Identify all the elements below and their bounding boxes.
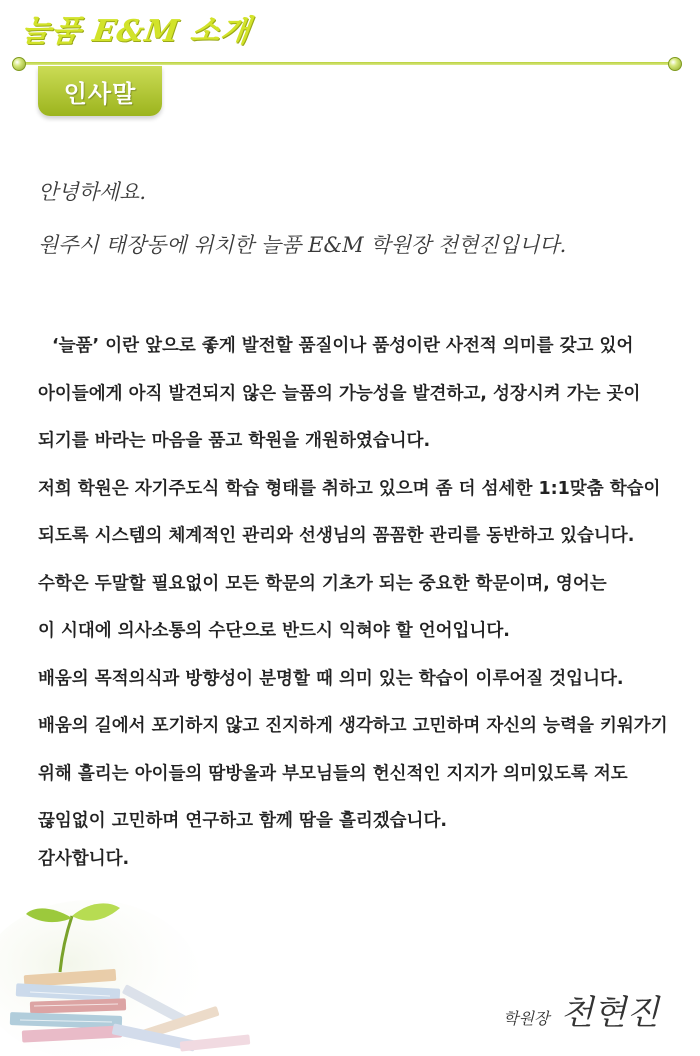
header-divider [16,62,676,65]
introduction-text: 원주시 태장동에 위치한 늘품 E&M 학원장 천현진입니다. [38,233,567,257]
body-line: 끊임없이 고민하며 연구하고 함께 땀을 흘리겠습니다. [38,811,448,831]
greeting-body [38,331,678,891]
section-tab [38,66,162,116]
body-line: 배움의 목적의식과 방향성이 분명할 때 의미 있는 학습이 이루어질 것입니다. [38,668,624,689]
greeting-text: 안녕하세요. [38,180,147,204]
books-plant-illustration [0,900,260,1056]
signature [503,985,659,1034]
body-line: 수학은 두말할 필요없이 모든 학문의 기초가 되는 중요한 학문이며, 영어는 [38,573,607,594]
brand-title: 늘품 E&M 소개 [19,14,253,49]
body-line: 되기를 바라는 마음을 품고 학원을 개원하였습니다. [38,431,431,451]
body-line: 되도록 시스템의 체계적인 관리와 선생님의 꼼꼼한 관리를 동반하고 있습니다. [38,526,635,546]
body-line: 아이들에게 아직 발견되지 않은 늘품의 가능성을 발견하고, 성장시켜 가는 곳이 [38,383,641,404]
divider-right-dot [668,57,682,71]
divider-left-dot [12,57,26,71]
section-tab-label: 인사말 [63,79,137,108]
body-line: 위해 흘리는 아이들의 땀방울과 부모님들의 헌신적인 지지가 의미있도록 저도 [38,763,628,784]
signature-name: 천현진 [560,993,660,1033]
body-line: 이 시대에 의사소통의 수단으로 반드시 익혀야 할 언어입니다. [38,621,510,641]
signature-title: 학원장 [503,1009,550,1028]
closing-line: 감사합니다. [38,848,130,869]
body-line: 저희 학원은 자기주도식 학습 형태를 취하고 있으며 좀 더 섬세한 1:1맞춤 학습이 [38,478,661,499]
body-line: 배움의 길에서 포기하지 않고 진지하게 생각하고 고민하며 자신의 능력을 키워가기 [38,716,668,736]
body-line: ‘늘품’ 이란 앞으로 좋게 발전할 품질이나 품성이란 사전적 의미를 갖고 있어 [52,336,634,356]
